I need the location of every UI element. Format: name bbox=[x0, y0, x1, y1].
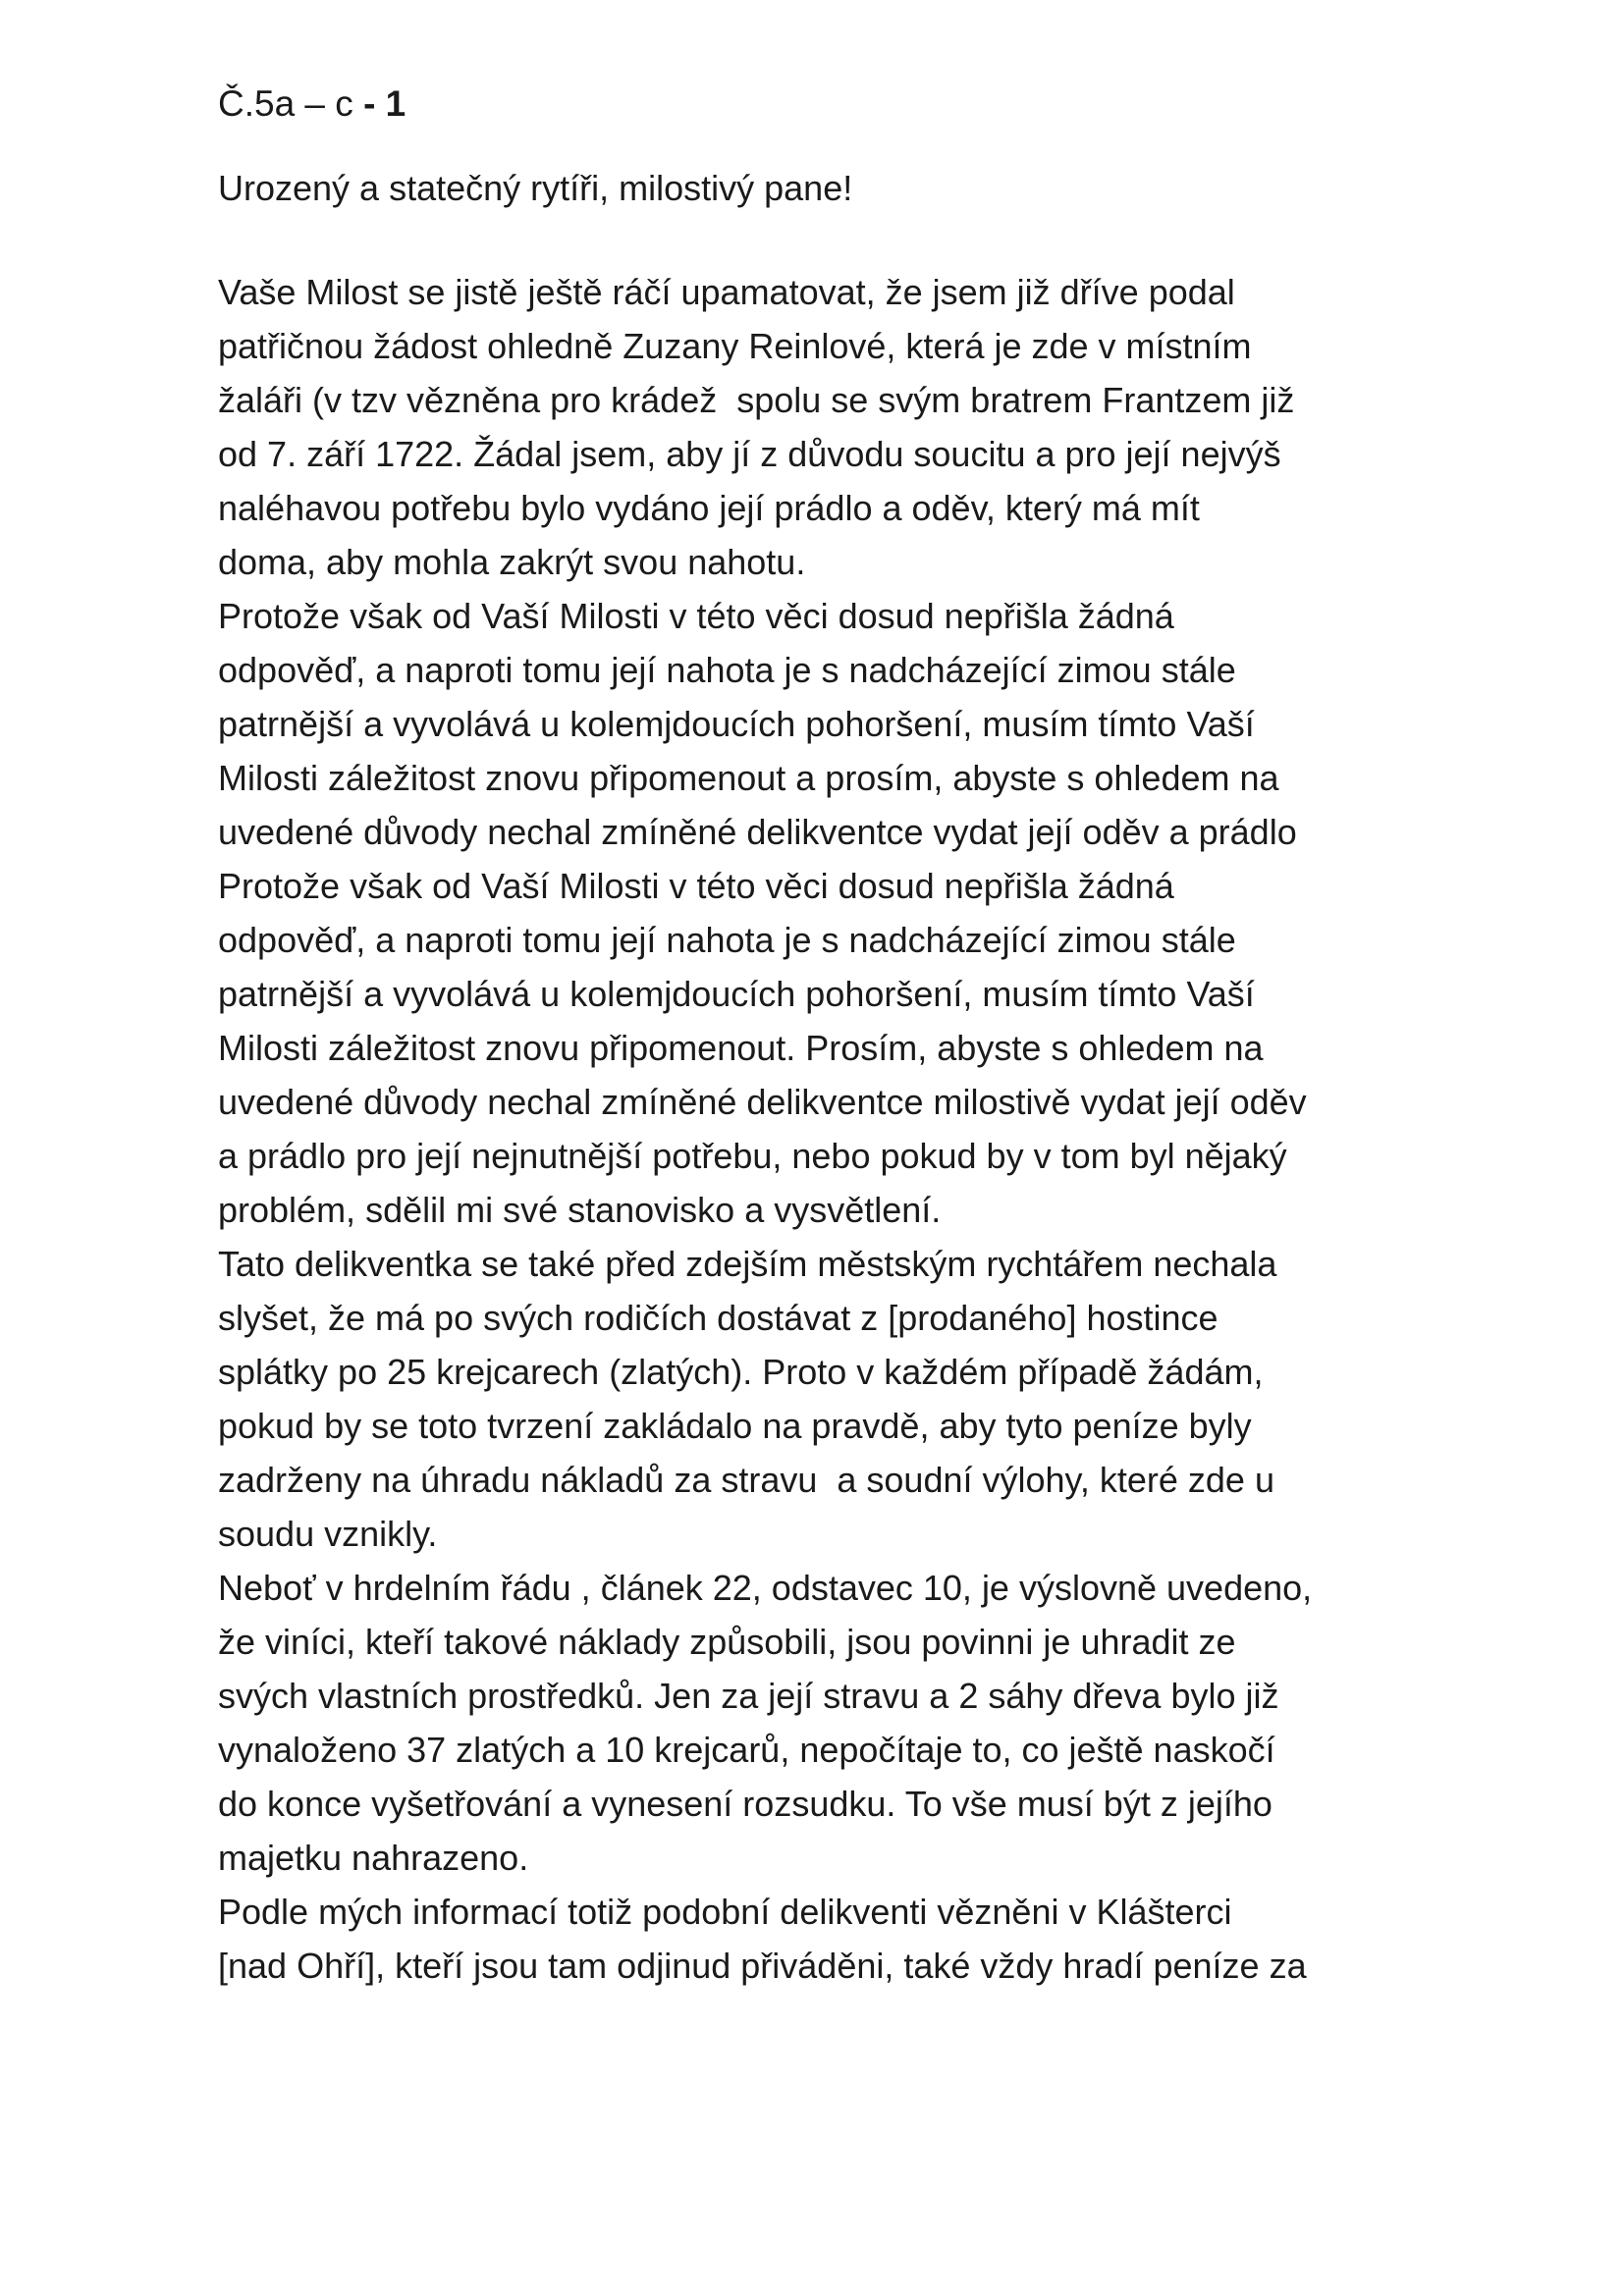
text-line: odpověď, a naproti tomu její nahota je s nadcházející zimou stále bbox=[218, 920, 1236, 960]
text-line: doma, aby mohla zakrýt svou nahotu. bbox=[218, 542, 806, 582]
page-number: - 1 bbox=[363, 83, 406, 124]
letter-body bbox=[218, 265, 1494, 1993]
text-line: patřičnou žádost ohledně Zuzany Reinlové, která je zde v místním bbox=[218, 326, 1252, 366]
text-line: soudu vznikly. bbox=[218, 1514, 438, 1554]
text-line: problém, sdělil mi své stanovisko a vysvětlení. bbox=[218, 1190, 942, 1230]
text-line: uvedené důvody nechal zmíněné delikventce milostivě vydat její oděv bbox=[218, 1082, 1307, 1122]
salutation: Urozený a statečný rytíři, milostivý pane! bbox=[218, 168, 853, 208]
text-line: že viníci, kteří takové náklady způsobili, jsou povinni je uhradit ze bbox=[218, 1622, 1236, 1662]
text-line: Milosti záležitost znovu připomenout. Prosím, abyste s ohledem na bbox=[218, 1028, 1264, 1068]
text-line: slyšet, že má po svých rodičích dostávat z [prodaného] hostince bbox=[218, 1298, 1218, 1338]
text-line: Neboť v hrdelním řádu , článek 22, odstavec 10, je výslovně uvedeno, bbox=[218, 1568, 1313, 1608]
text-line: Tato delikventka se také před zdejším městským rychtářem nechala bbox=[218, 1244, 1277, 1284]
text-line: do konce vyšetřování a vynesení rozsudku. To vše musí být z jejího bbox=[218, 1784, 1272, 1824]
document-reference bbox=[218, 79, 1494, 130]
text-line: a prádlo pro její nejnutnější potřebu, nebo pokud by v tom byl nějaký bbox=[218, 1136, 1287, 1176]
text-line: Milosti záležitost znovu připomenout a prosím, abyste s ohledem na bbox=[218, 758, 1279, 798]
text-line: uvedené důvody nechal zmíněné delikventce vydat její oděv a prádlo bbox=[218, 812, 1297, 852]
text-line: Protože však od Vaší Milosti v této věci dosud nepřišla žádná bbox=[218, 866, 1174, 906]
text-line: pokud by se toto tvrzení zakládalo na pravdě, aby tyto peníze byly bbox=[218, 1406, 1252, 1446]
text-line: zadrženy na úhradu nákladů za stravu a soudní výlohy, které zde u bbox=[218, 1460, 1274, 1500]
text-line: žaláři (v tzv vězněna pro krádež spolu se svým bratrem Frantzem již bbox=[218, 380, 1295, 420]
text-line: svých vlastních prostředků. Jen za její stravu a 2 sáhy dřeva bylo již bbox=[218, 1676, 1279, 1716]
text-line: Podle mých informací totiž podobní delikventi vězněni v Klášterci bbox=[218, 1892, 1232, 1932]
text-line: naléhavou potřebu bylo vydáno její prádlo a oděv, který má mít bbox=[218, 488, 1200, 528]
text-line: [nad Ohří], kteří jsou tam odjinud přiváděni, také vždy hradí peníze za bbox=[218, 1946, 1307, 1986]
text-line: odpověď, a naproti tomu její nahota je s nadcházející zimou stále bbox=[218, 650, 1236, 690]
text-line: Vaše Milost se jistě ještě ráčí upamatovat, že jsem již dříve podal bbox=[218, 272, 1235, 312]
text-line: Protože však od Vaší Milosti v této věci dosud nepřišla žádná bbox=[218, 596, 1174, 636]
text-line: patrnější a vyvolává u kolemjdoucích pohoršení, musím tímto Vaší bbox=[218, 974, 1255, 1014]
text-line: patrnější a vyvolává u kolemjdoucích pohoršení, musím tímto Vaší bbox=[218, 704, 1255, 744]
document-page bbox=[218, 79, 1494, 1993]
text-line: vynaloženo 37 zlatých a 10 krejcarů, nepočítaje to, co ještě naskočí bbox=[218, 1730, 1275, 1770]
text-line: splátky po 25 krejcarech (zlatých). Proto v každém případě žádám, bbox=[218, 1352, 1264, 1392]
text-line: majetku nahrazeno. bbox=[218, 1838, 529, 1878]
reference-code: Č.5a – c bbox=[218, 83, 364, 124]
text-line: od 7. září 1722. Žádal jsem, aby jí z důvodu soucitu a pro její nejvýš bbox=[218, 434, 1281, 474]
